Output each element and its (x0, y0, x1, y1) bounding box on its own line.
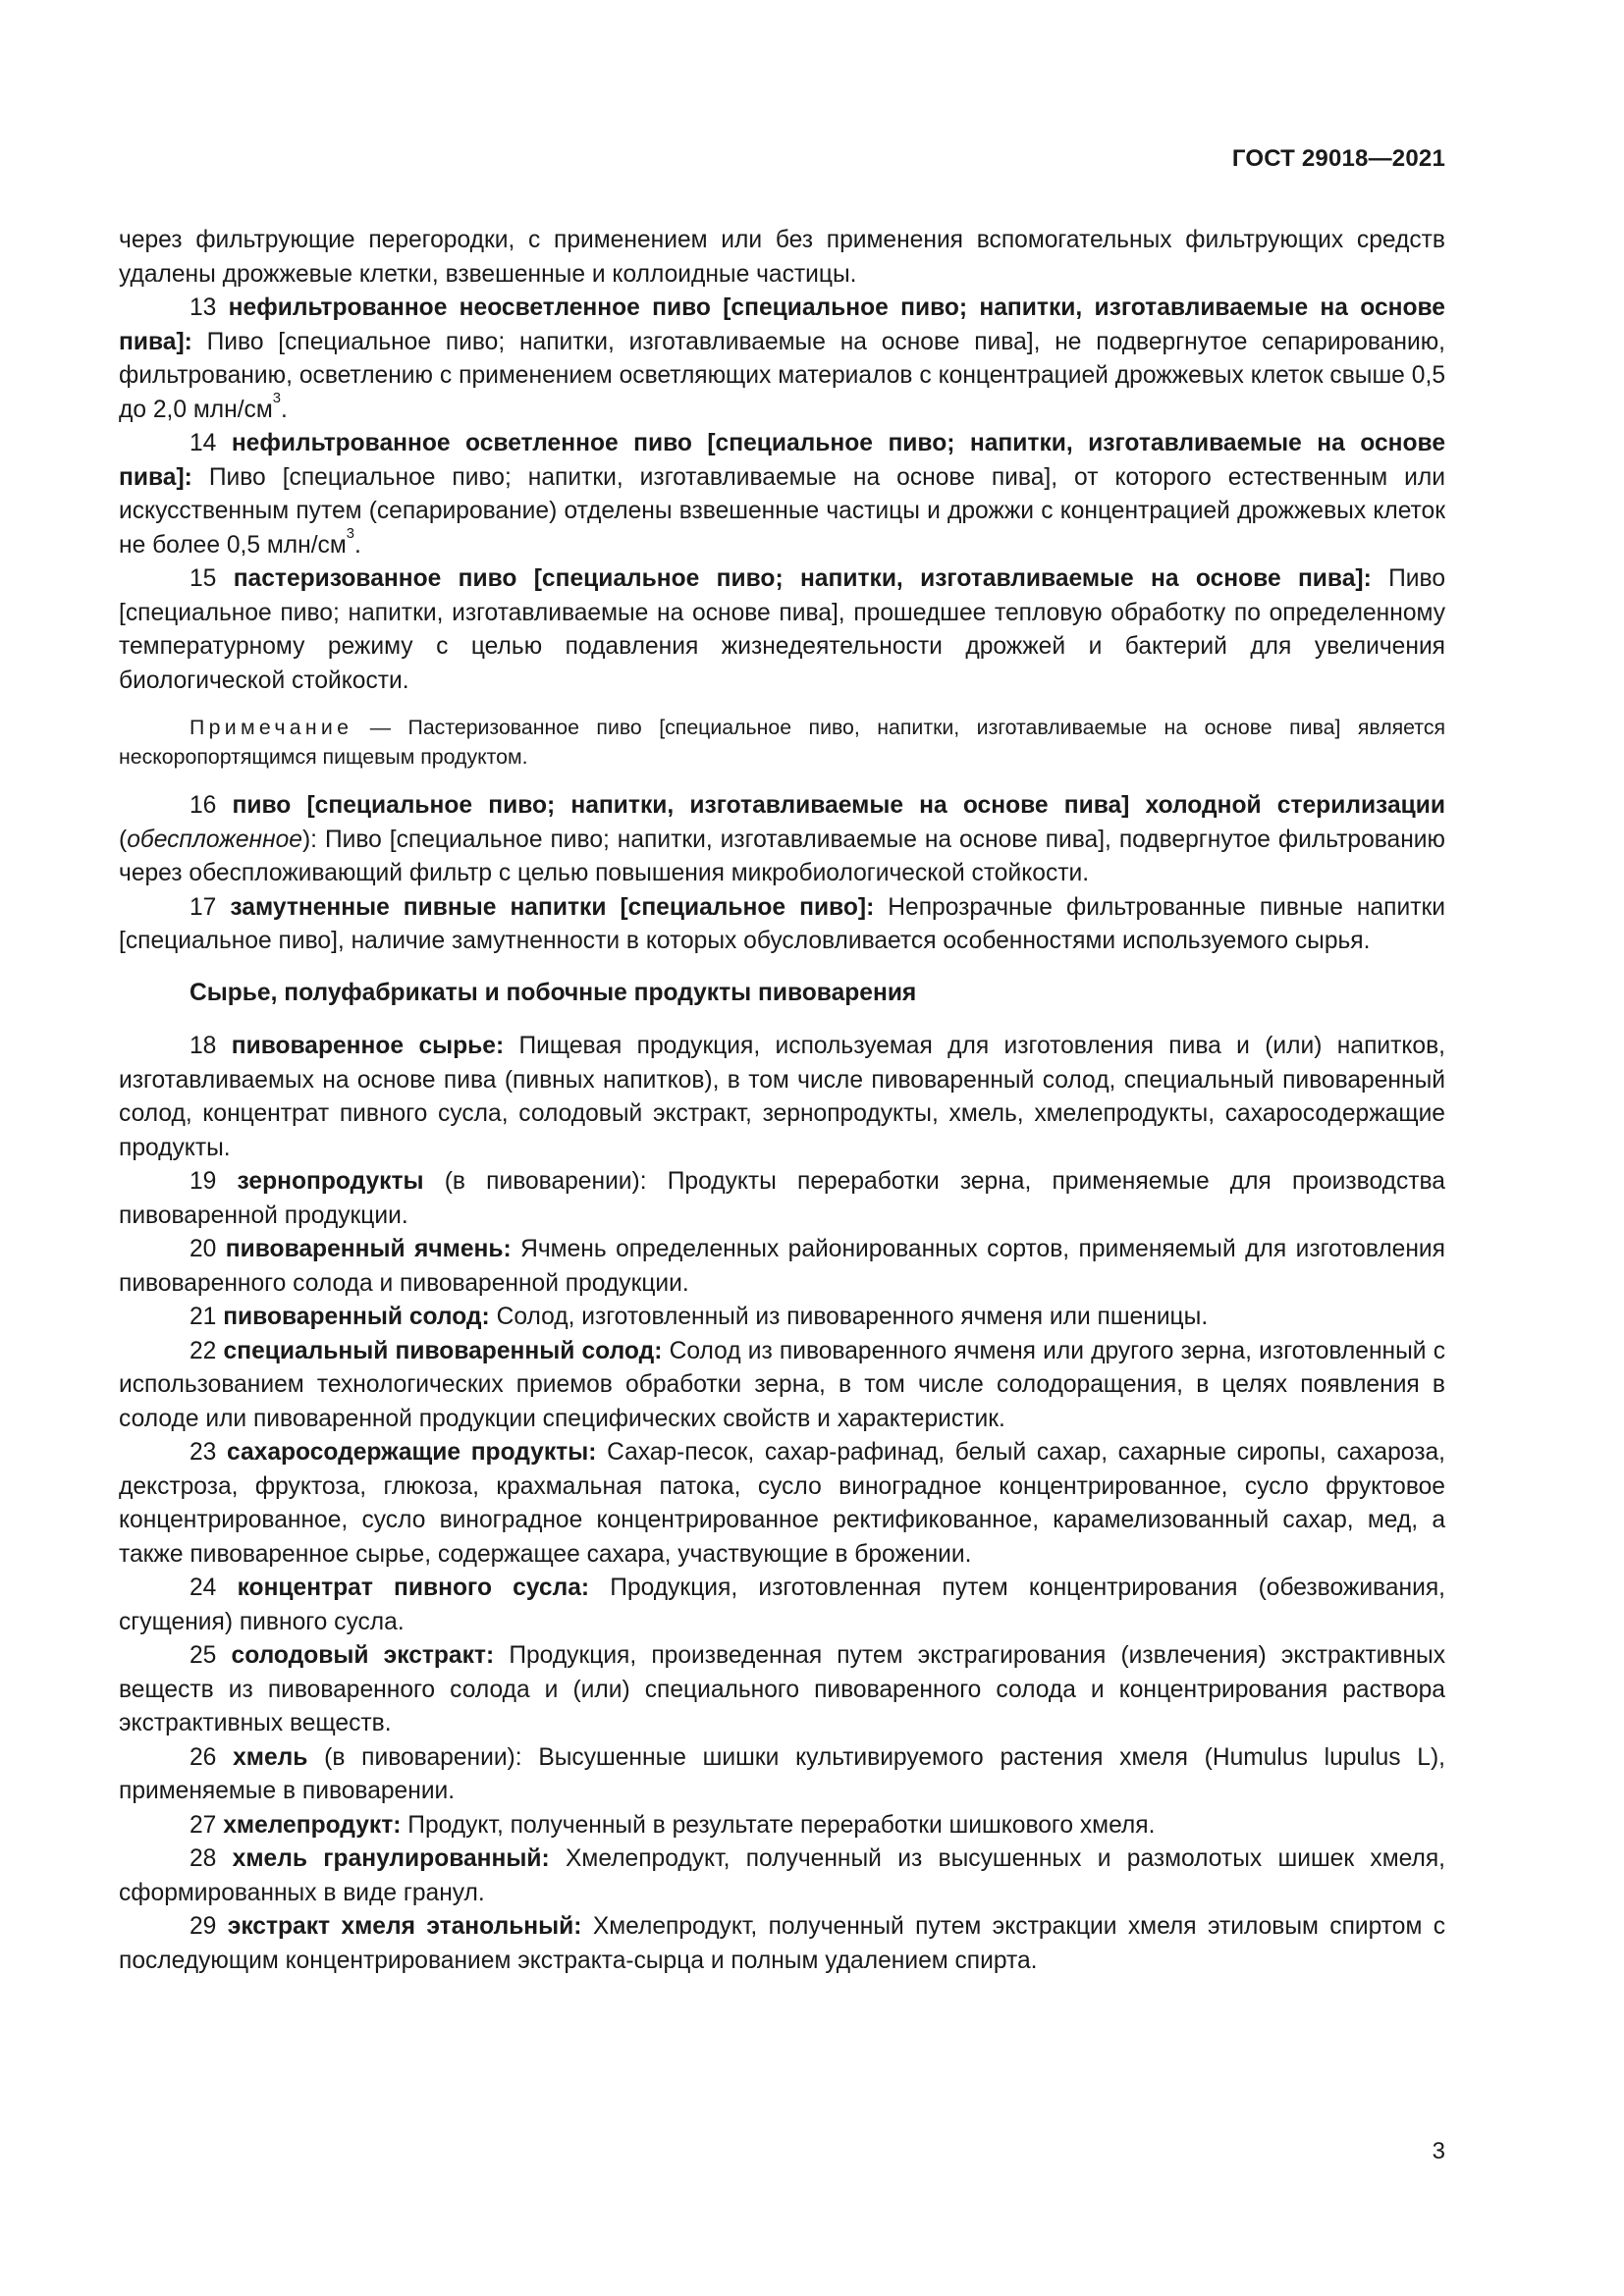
term-title: пивоваренный ячмень: (225, 1236, 512, 1262)
term-definition: Пиво [специальное пиво; напитки, изготавливаемые на основе пива], прошедшее тепловую обработку по определенному температурному режиму с целью подавления жизнедеятельности дрожжей и бактерий для увеличения биологической стойкости. (119, 565, 1445, 694)
term-title: специальный пивоваренный солод: (223, 1337, 663, 1364)
term-definition: Солод, изготовленный из пивоваренного ячменя или пшеницы. (496, 1304, 1209, 1330)
term-definition: (в пивоварении): Продукты переработки зерна, применяемые для производства пивоваренной продукции. (119, 1168, 1445, 1229)
term-entry-20 (119, 1233, 1445, 1301)
term-number: 26 (189, 1743, 217, 1771)
term-number: 23 (189, 1439, 217, 1466)
term-definition: Ячмень определенных районированных сортов, применяемый для изготовления пивоваренного солода и пивоваренной продукции. (119, 1236, 1445, 1297)
intro-paragraph: через фильтрующие перегородки, с применением или без применения вспомогательных фильтрующих средств удалены дрожжевые клетки, взвешенные и коллоидные частицы. (119, 227, 1445, 288)
term-title: пивоваренный солод: (223, 1304, 490, 1330)
standard-number-header: ГОСТ 29018—2021 (1231, 145, 1445, 172)
term-entry-13 (119, 292, 1445, 427)
term-entry-19 (119, 1165, 1445, 1233)
superscript: 3 (346, 525, 354, 542)
term-entry-28 (119, 1842, 1445, 1910)
term-definition: Пиво [специальное пиво; напитки, изготавливаемые на основе пива], подвергнутое фильтрованию через обеспложивающий фильтр с целью повышения микробиологической стойкости. (119, 826, 1445, 886)
term-entry-21 (119, 1301, 1445, 1335)
term-title: пастеризованное пиво [специальное пиво; напитки, изготавливаемые на основе пива]: (233, 565, 1372, 592)
term-entry-24 (119, 1572, 1445, 1639)
term-definition: Сахар-песок, сахар-рафинад, белый сахар, сахарные сиропы, сахароза, декстроза, фруктоза, глюкоза, крахмальная патока, сусло виноградное концентрированное, сусло фруктовое концентрированное, сусло виноградное концентрированное ректификованное, карамелизованный сахар, мед, а также пивоваренное сырье, содержащее сахара, участвующие в брожении. (119, 1439, 1445, 1568)
note-text: — Пастеризованное пиво [специальное пиво, напитки, изготавливаемые на основе пива] является нескоропортящимся пищевым продуктом. (119, 716, 1446, 769)
term-title: пивоваренное сырье: (231, 1033, 505, 1059)
term-number: 28 (189, 1845, 217, 1872)
term-title: хмелепродукт: (223, 1811, 402, 1839)
term-entry-15 (119, 562, 1445, 698)
term-number: 20 (189, 1236, 217, 1262)
note-paragraph (119, 714, 1445, 772)
term-number: 22 (189, 1337, 217, 1364)
term-entry-25 (119, 1639, 1445, 1741)
term-number: 14 (189, 430, 217, 456)
term-definition: Пиво [специальное пиво; напитки, изготавливаемые на основе пива], от которого естественным или искусственным путем (сепарирование) отделены взвешенные частицы и дрожжи с концентрацией дрожжевых клеток не более 0,5 млн/см (119, 463, 1445, 559)
term-definition: Хмелепродукт, полученный из высушенных и размолотых шишек хмеля, сформированных в виде гранул. (119, 1845, 1445, 1906)
term-title: хмель гранулированный: (232, 1845, 550, 1872)
synonym-open: ( (119, 826, 128, 853)
term-definition: Солод из пивоваренного ячменя или другого зерна, изготовленный с использованием технологических приемов обработки зерна, в том числе солодоращения, в целях появления в солоде или пивоваренной продукции специфических свойств и характеристик. (119, 1337, 1445, 1432)
term-definition: Продукция, изготовленная путем концентрирования (обезвоживания, сгущения) пивного сусла. (119, 1575, 1445, 1635)
term-definition: Непрозрачные фильтрованные пивные напитки [специальное пиво], наличие замутненности в которых обусловливается особенностями используемого сырья. (119, 893, 1445, 954)
term-number: 24 (189, 1575, 217, 1601)
term-definition: Продукция, произведенная путем экстрагирования (извлечения) экстрактивных веществ из пивоваренного солода и (или) специального пивоваренного солода и концентрирования раствора экстрактивных веществ. (119, 1642, 1446, 1736)
term-definition: Пищевая продукция, используемая для изготовления пива и (или) напитков, изготавливаемых на основе пива (пивных напитков), в том числе пивоваренный солод, специальный пивоваренный солод, концентрат пивного сусла, солодовый экстракт, зернопродукты, хмель, хмелепродукты, сахаросодержащие продукты. (119, 1033, 1445, 1161)
term-title: пиво [специальное пиво; напитки, изготавливаемые на основе пива] холодной стерилизации (232, 792, 1445, 819)
term-entry-26 (119, 1741, 1445, 1809)
term-definition-end: . (353, 531, 361, 559)
term-number: 25 (189, 1642, 217, 1669)
term-definition: Хмелепродукт, полученный путем экстракции хмеля этиловым спиртом с последующим концентрированием экстракта-сырца и полным удалением спирта. (119, 1913, 1446, 1974)
term-synonym: обеспложенное (127, 826, 302, 853)
term-definition: (в пивоварении): Высушенные шишки культивируемого растения хмеля (Humulus lupulus L), применяемые в пивоварении. (119, 1743, 1445, 1804)
term-entry-27 (119, 1809, 1445, 1843)
term-entry-29 (119, 1910, 1445, 1978)
section-heading: Сырье, полуфабрикаты и побочные продукты пивоварения (189, 979, 917, 1006)
term-number: 17 (189, 893, 217, 921)
term-number: 19 (189, 1168, 217, 1195)
page-number: 3 (1432, 2138, 1445, 2164)
term-number: 27 (189, 1811, 217, 1839)
term-title: нефильтрованное неосветленное пиво [специальное пиво; напитки, изготавливаемые на основе пива]: (119, 294, 1445, 355)
term-number: 16 (189, 792, 217, 819)
term-title: солодовый экстракт: (231, 1642, 495, 1669)
note-label: Примечание (189, 716, 353, 739)
term-title: сахаросодержащие продукты: (227, 1439, 597, 1466)
term-definition: Продукт, полученный в результате переработки шишкового хмеля. (407, 1811, 1156, 1839)
term-title: экстракт хмеля этанольный: (227, 1913, 582, 1940)
term-title: нефильтрованное осветленное пиво [специальное пиво; напитки, изготавливаемые на основе пива]: (119, 430, 1445, 491)
term-number: 29 (189, 1913, 217, 1940)
term-entry-23 (119, 1436, 1445, 1572)
term-entry-18 (119, 1030, 1445, 1165)
term-entry-16 (119, 789, 1445, 891)
term-number: 15 (189, 565, 217, 592)
term-definition-end: . (280, 396, 288, 423)
synonym-close: ): (301, 826, 318, 853)
term-number: 21 (189, 1304, 217, 1330)
term-definition: Пиво [специальное пиво; напитки, изготавливаемые на основе пива], не подвергнутое сепарированию, фильтрованию, осветлению с применением осветляющих материалов с концентрацией дрожжевых клеток свыше 0,5 до 2,0 млн/см (119, 328, 1445, 423)
term-entry-14 (119, 427, 1445, 562)
term-number: 13 (189, 294, 217, 321)
term-number: 18 (189, 1033, 217, 1059)
document-body (119, 224, 1445, 1978)
term-title: концентрат пивного сусла: (237, 1575, 590, 1601)
term-title: замутненные пивные напитки [специальное пиво]: (230, 893, 875, 921)
term-entry-17 (119, 891, 1445, 959)
term-title: хмель (233, 1743, 308, 1771)
term-title: зернопродукты (237, 1168, 424, 1195)
superscript: 3 (272, 390, 281, 406)
term-entry-22 (119, 1335, 1445, 1437)
